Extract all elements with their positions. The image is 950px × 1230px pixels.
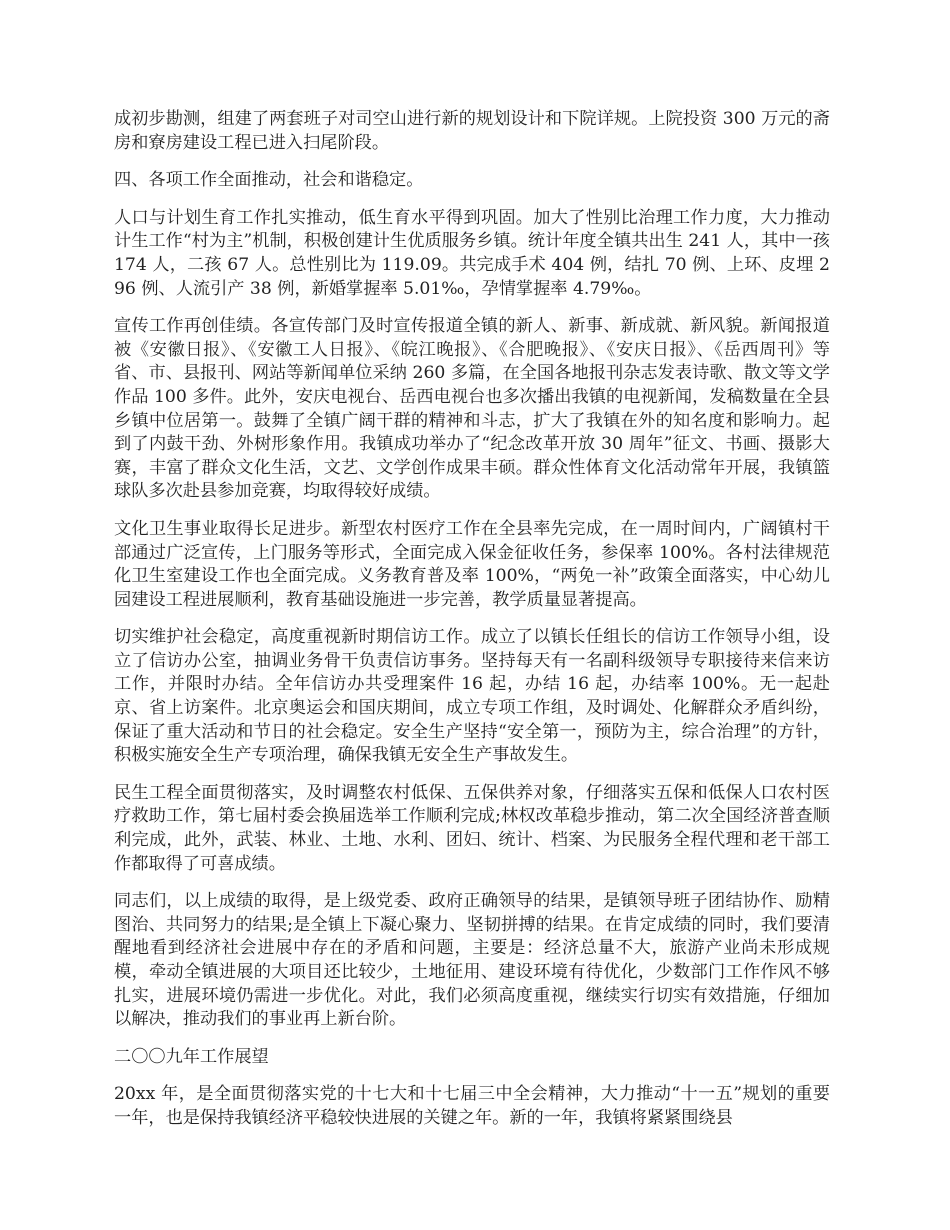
paragraph-publicity: 宣传工作再创佳绩。各宣传部门及时宣传报道全镇的新人、新事、新成就、新风貌。新闻报道被《安徽日报》、《安徽工人日报》、《皖江晚报》、《合肥晚报》、《安庆日报》、《岳西周刊》等省、市、县报刊、网站等新闻单位采纳 260 多篇，在全国各地报刊杂志发表诗歌、散文等文学作品 100 多件。此外，安庆电视台、岳西电视台也多次播出我镇的电视新闻，发稿数量在全县乡镇中位居第一。鼓舞了全镇广阔干群的精神和斗志，扩大了我镇在外的知名度和影响力。起到了内鼓干劲、外树形象作用。我镇成功举办了“纪念改革开放 30 周年”征文、书画、摄影大赛，丰富了群众文化生活，文艺、文学创作成果丰硕。群众性体育文化活动常年开展，我镇篮球队多次赴县参加竞赛，均取得较好成绩。 [114, 316, 830, 502]
paragraph-2009-intro: 20xx 年，是全面贯彻落实党的十七大和十七届三中全会精神，大力推动“十一五”规划的重要一年，也是保持我镇经济平稳较快进展的关键之年。新的一年，我镇将紧紧围绕县 [114, 1084, 830, 1128]
section-heading-2009-outlook: 二〇〇九年工作展望 [114, 1046, 269, 1067]
document-page [114, 108, 830, 1145]
paragraph-summary: 同志们，以上成绩的取得，是上级党委、政府正确领导的结果，是镇领导班子团结协作、励精图治、共同努力的结果;是全镇上下凝心聚力、坚韧拼搏的结果。在肯定成绩的同时，我们要清醒地看到经济社会进展中存在的矛盾和问题，主要是：经济总量不大，旅游产业尚未形成规模，牵动全镇进展的大项目还比较少，土地征用、建设环境有待优化，少数部门工作作风不够扎实，进展环境仍需进一步优化。对此，我们必须高度重视，继续实行切实有效措施，仔细加以解决，推动我们的事业再上新台阶。 [114, 891, 830, 1030]
paragraph-culture-health: 文化卫生事业取得长足进步。新型农村医疗工作在全县率先完成，在一周时间内，广阔镇村干部通过广泛宣传，上门服务等形式，全面完成入保金征收任务，参保率 100%。各村法律规范化卫生室建设工作也全面完成。义务教育普及率 100%，“两免一补”政策全面落实，中心幼儿园建设工程进展顺利，教育基础设施进一步完善，教学质量显著提高。 [114, 518, 830, 610]
section-heading-4: 四、各项工作全面推动，社会和谐稳定。 [114, 170, 424, 191]
paragraph-livelihood: 民生工程全面贯彻落实，及时调整农村低保、五保供养对象，仔细落实五保和低保人口农村医疗救助工作，第七届村委会换届选举工作顺利完成;林权改革稳步推动，第二次全国经济普查顺利完成，此外，武装、林业、土地、水利、团妇、统计、档案、为民服务全程代理和老干部工作都取得了可喜成绩。 [114, 782, 830, 874]
paragraph-family-planning: 人口与计划生育工作扎实推动，低生育水平得到巩固。加大了性别比治理工作力度，大力推动计生工作“村为主”机制，积极创建计生优质服务乡镇。统计年度全镇共出生 241 人，其中一孩 174 人，二孩 67 人。总性别比为 119.09。共完成手术 404 例，结扎 70 例、上环、皮埋 296 例、人流引产 38 例，新婚掌握率 5.01‰，孕情掌握率 4.79‰。 [114, 207, 830, 299]
paragraph-social-stability: 切实维护社会稳定，高度重视新时期信访工作。成立了以镇长任组长的信访工作领导小组，设立了信访办公室，抽调业务骨干负责信访事务。坚持每天有一名副科级领导专职接待来信来访工作，并限时办结。全年信访办共受理案件 16 起，办结 16 起，办结率 100%。无一起赴京、省上访案件。北京奥运会和国庆期间，成立专项工作组，及时调处、化解群众矛盾纠纷，保证了重大活动和节日的社会稳定。安全生产坚持“安全第一，预防为主，综合治理”的方针，积极实施安全生产专项治理，确保我镇无安全生产事故发生。 [114, 627, 830, 766]
paragraph-1: 成初步勘测，组建了两套班子对司空山进行新的规划设计和下院详规。上院投资 300 万元的斋房和寮房建设工程已进入扫尾阶段。 [114, 109, 830, 153]
